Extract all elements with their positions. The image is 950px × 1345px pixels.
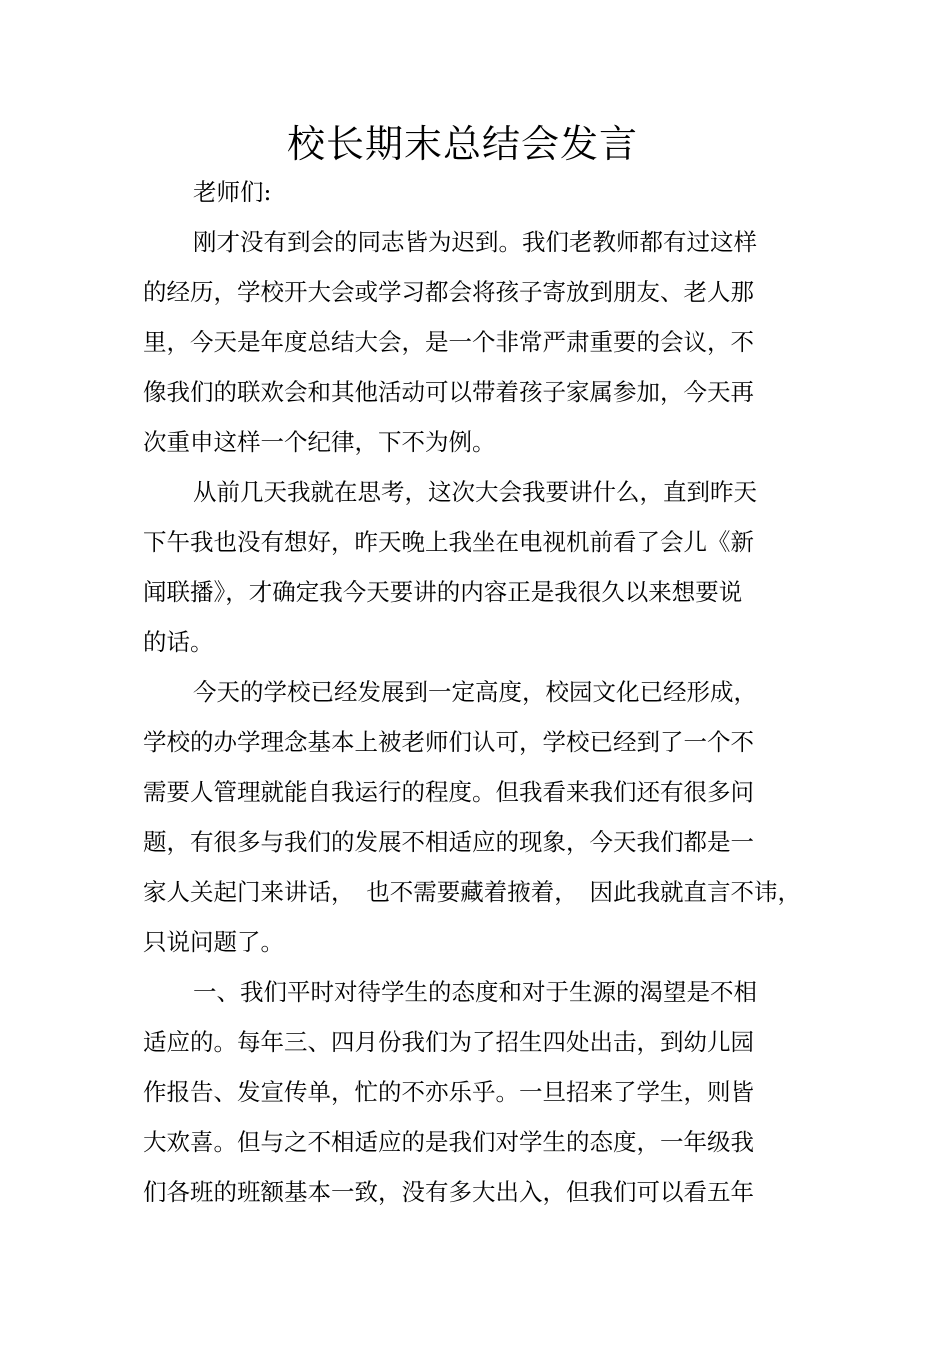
paragraph-line: 们各班的班额基本一致，没有多大出入，但我们可以看五年 <box>143 1178 754 1206</box>
paragraph-line: 闻联播》，才确定我今天要讲的内容正是我很久以来想要说 <box>143 578 743 606</box>
paragraph-line: 次重申这样一个纪律，下不为例。 <box>143 428 496 456</box>
paragraph-line: 作报告、发宣传单，忙的不亦乐乎。一旦招来了学生，则皆 <box>143 1078 754 1106</box>
paragraph-line: 从前几天我就在思考，这次大会我要讲什么，直到昨天 <box>193 478 757 506</box>
paragraph-line: 像我们的联欢会和其他活动可以带着孩子家属参加，今天再 <box>143 378 754 406</box>
paragraph-line: 家人关起门来讲话， 也不需要藏着掖着， 因此我就直言不讳， <box>143 878 801 906</box>
paragraph-line: 的经历，学校开大会或学习都会将孩子寄放到朋友、老人那 <box>143 278 754 306</box>
document-title: 校长期末总结会发言 <box>286 122 638 166</box>
paragraph-line: 一、我们平时对待学生的态度和对于生源的渴望是不相 <box>193 978 757 1006</box>
paragraph-line: 需要人管理就能自我运行的程度。但我看来我们还有很多问 <box>143 778 754 806</box>
salutation: 老师们: <box>193 178 272 206</box>
paragraph-line: 下午我也没有想好，昨天晚上我坐在电视机前看了会儿《新 <box>143 528 754 556</box>
paragraph-line: 学校的办学理念基本上被老师们认可，学校已经到了一个不 <box>143 728 754 756</box>
paragraph-line: 适应的。每年三、四月份我们为了招生四处出击，到幼儿园 <box>143 1028 754 1056</box>
paragraph-line: 只说问题了。 <box>143 928 284 956</box>
paragraph-line: 里，今天是年度总结大会，是一个非常严肃重要的会议，不 <box>143 328 754 356</box>
paragraph-line: 大欢喜。但与之不相适应的是我们对学生的态度，一年级我 <box>143 1128 754 1156</box>
paragraph-line: 题，有很多与我们的发展不相适应的现象，今天我们都是一 <box>143 828 754 856</box>
paragraph-line: 的话。 <box>143 628 214 656</box>
paragraph-line: 刚才没有到会的同志皆为迟到。我们老教师都有过这样 <box>193 228 757 256</box>
paragraph-line: 今天的学校已经发展到一定高度，校园文化已经形成， <box>193 678 757 706</box>
